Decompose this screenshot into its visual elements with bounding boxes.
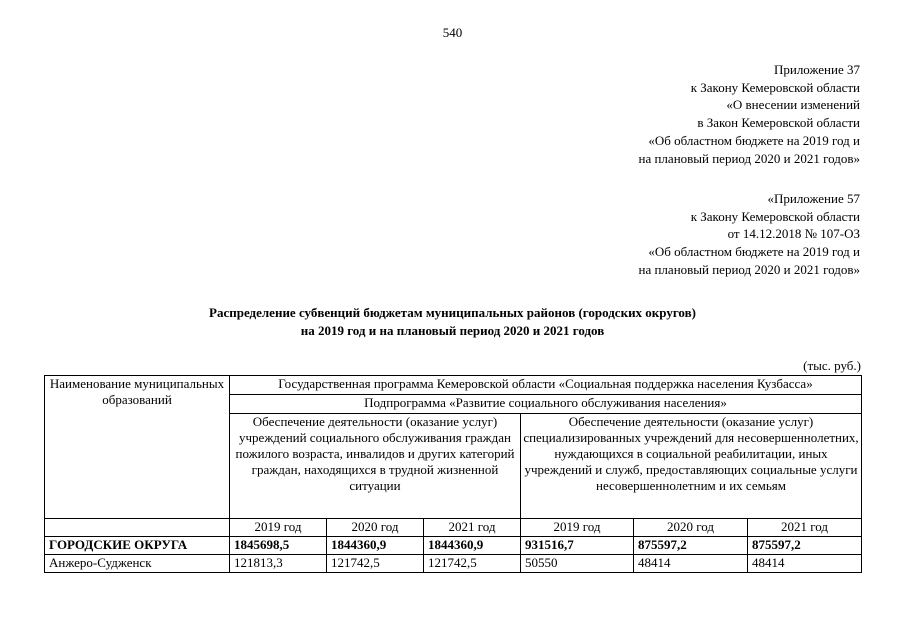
- appendix-header-line: к Закону Кемеровской области: [690, 79, 860, 95]
- document-title: [0, 304, 905, 339]
- year-header: 2020 год: [634, 519, 748, 537]
- year-header: 2019 год: [230, 519, 327, 537]
- subprogram-header: Подпрограмма «Развитие социального обслуживания населения»: [230, 395, 862, 414]
- program-header: Государственная программа Кемеровской области «Социальная поддержка населения Кузбасса»: [230, 376, 862, 395]
- appendix-original-line: «Приложение 57: [767, 191, 860, 206]
- appendix-header-line: «Об областном бюджете на 2019 год и: [648, 132, 860, 148]
- value-cell: 50550: [521, 555, 634, 573]
- appendix-header-line: «О внесении изменений: [726, 97, 860, 113]
- value-cell: 121813,3: [230, 555, 327, 573]
- appendix-original-line: к Закону Кемеровской области: [690, 208, 860, 224]
- appendix-header-line: на плановый период 2020 и 2021 годов»: [638, 150, 860, 166]
- subventions-table: [44, 375, 862, 573]
- value-cell: 931516,7: [521, 537, 634, 555]
- group1-header: Обеспечение деятельности (оказание услуг) учреждений социального обслуживания граждан пожилого возраста, инвалидов и других категорий граждан, находящихся в трудной жизненной ситуации: [230, 414, 521, 519]
- page-number: 540: [442, 25, 463, 40]
- document-title-line: Распределение субвенций бюджетам муниципальных районов (городских округов): [209, 305, 696, 320]
- value-cell: 121742,5: [424, 555, 521, 573]
- value-cell: 875597,2: [748, 537, 862, 555]
- name-column-header: Наименование муниципальных образований: [45, 376, 230, 519]
- value-cell: 48414: [634, 555, 748, 573]
- appendix-original-line: «Об областном бюджете на 2019 год и: [648, 244, 860, 260]
- year-header: 2019 год: [521, 519, 634, 537]
- appendix-header-line: в Закон Кемеровской области: [697, 115, 860, 131]
- value-cell: 1845698,5: [230, 537, 327, 555]
- appendix-header-line: Приложение 37: [773, 62, 860, 77]
- value-cell: 875597,2: [634, 537, 748, 555]
- year-header: 2021 год: [424, 519, 521, 537]
- table-row: [45, 555, 862, 573]
- appendix-original-line: на плановый период 2020 и 2021 годов»: [638, 261, 860, 277]
- units-label: (тыс. руб.): [803, 358, 861, 373]
- year-header: 2020 год: [327, 519, 424, 537]
- value-cell: 1844360,9: [327, 537, 424, 555]
- table-row: [45, 537, 862, 555]
- appendix-original: [639, 190, 861, 279]
- appendix-original-line: от 14.12.2018 № 107-ОЗ: [727, 226, 860, 242]
- group2-header: Обеспечение деятельности (оказание услуг) специализированных учреждений для несовершеннолетних, нуждающихся в социальной реабилитации, иных учреждений и служб, предоставляющих социальные услуги несовершеннолетним и их семьям: [521, 414, 862, 519]
- value-cell: 48414: [748, 555, 862, 573]
- empty-cell: [45, 519, 230, 537]
- document-title-line: на 2019 год и на плановый период 2020 и 2021 годов: [300, 322, 605, 338]
- value-cell: 1844360,9: [424, 537, 521, 555]
- appendix-header: [639, 61, 861, 167]
- year-header: 2021 год: [748, 519, 862, 537]
- row-name: Анжеро-Судженск: [45, 555, 230, 573]
- row-name: ГОРОДСКИЕ ОКРУГА: [45, 537, 230, 555]
- value-cell: 121742,5: [327, 555, 424, 573]
